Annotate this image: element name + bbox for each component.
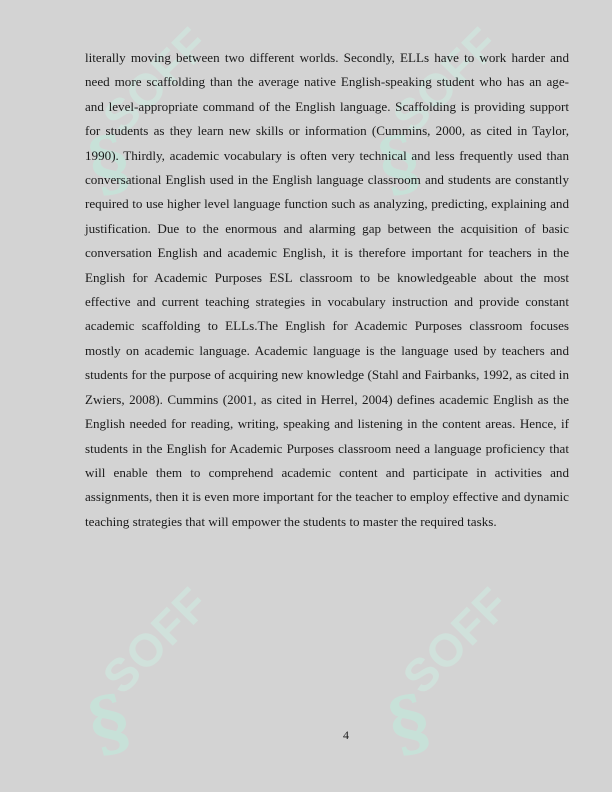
watermark-logo (379, 576, 570, 770)
watermark-glyph-icon: § (369, 116, 429, 209)
watermark-glyph-icon: § (79, 116, 139, 209)
watermark-text: SOFF (392, 576, 519, 704)
watermark-text: SOFF (92, 576, 219, 704)
watermark-glyph-icon: § (379, 676, 439, 769)
page-number: 4 (343, 728, 349, 742)
body-paragraph: literally moving between two different worlds. Secondly, ELLs have to work harder and need more scaffolding than the average native English-speaking student who has an age- and level-appropriate command of the English language. Scaffolding is providing support for students as they learn new skills or information (Cummins, 2000, as cited in Taylor, 1990). Thirdly, academic vocabulary is often very technical and less frequently used than conversational English used in the English language classroom and students are constantly required to use higher level language function such as analyzing, predicting, explaining and justification. Due to the enormous and alarming gap between the acquisition of basic conversation English and academic English, it is therefore important for teachers in the English for Academic Purposes ESL classroom to be knowledgeable about the most effective and current teaching strategies in vocabulary instruction and provide constant academic scaffolding to ELLs.The English for Academic Purposes classroom focuses mostly on academic language. Academic language is the language used by teachers and students for the purpose of acquiring new knowledge (Stahl and Fairbanks, 1992, as cited in Zwiers, 2008). Cummins (2001, as cited in Herrel, 2004) defines academic English as the English needed for reading, writing, speaking and listening in the content areas. Hence, if students in the English for Academic Purposes classroom need a language proficiency that will enable them to comprehend academic content and participate in activities and assignments, then it is even more important for the teacher to employ effective and dynamic teaching strategies that will empower the students to master the required tasks. (85, 50, 569, 529)
watermark-glyph-icon: § (79, 676, 139, 769)
watermark-text: SOFF (92, 16, 219, 144)
watermark-text: SOFF (382, 16, 509, 144)
watermark-logo (79, 576, 270, 770)
